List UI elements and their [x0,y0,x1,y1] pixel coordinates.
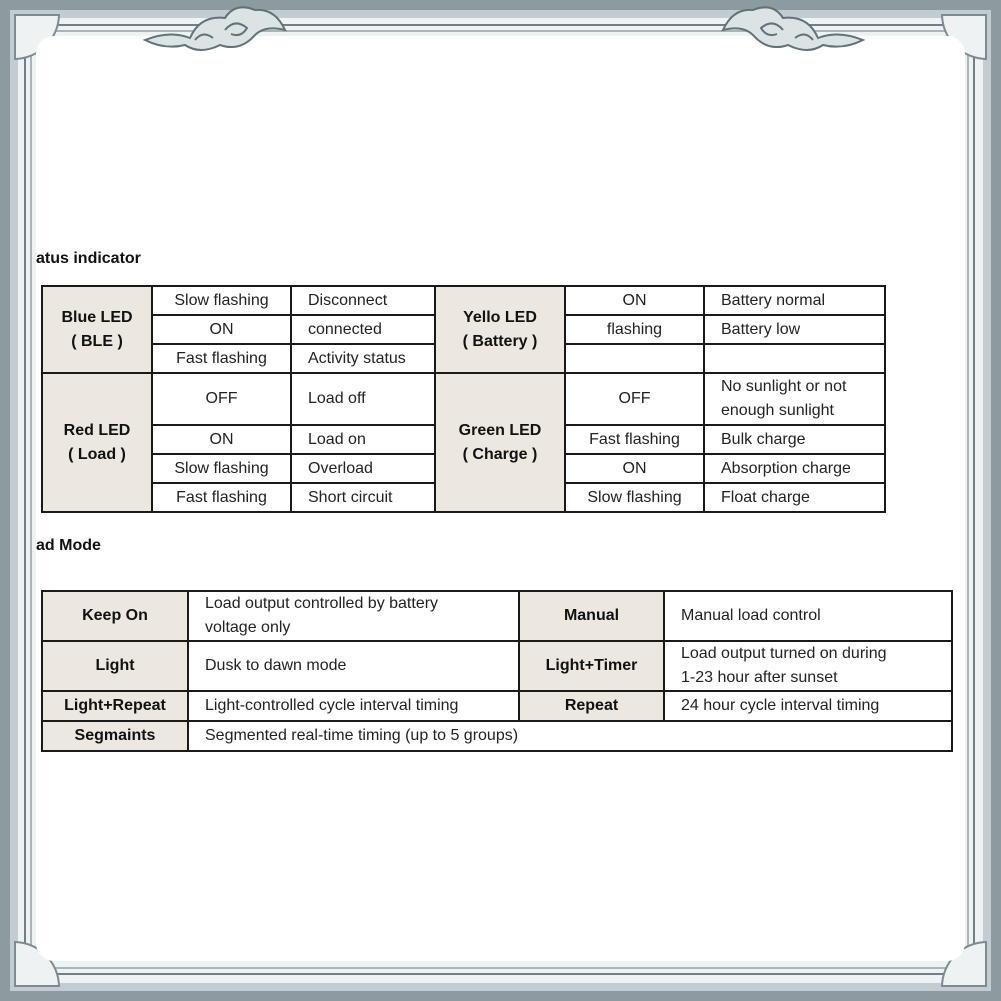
green-led-label: Green LED ( Charge ) [435,373,565,512]
load-mode-table [41,590,953,752]
mode-name: Manual [519,591,664,641]
led-meaning: Bulk charge [704,425,885,454]
led-meaning: Activity status [291,344,435,373]
led-meaning: Battery low [704,315,885,344]
mode-description: 24 hour cycle interval timing [664,691,952,721]
mode-description: Load output turned on during 1-23 hour after sunset [664,641,952,691]
table-row [42,691,952,721]
led-state: ON [152,425,291,454]
mode-description: Load output controlled by battery voltage only [188,591,519,641]
led-meaning: Disconnect [291,286,435,315]
led-meaning: No sunlight or not enough sunlight [704,373,885,425]
led-state: OFF [152,373,291,425]
led-state: Slow flashing [565,483,704,512]
table-row [42,373,885,425]
status-indicator-title: atus indicator [36,250,141,267]
mode-name: Keep On [42,591,188,641]
led-meaning: Overload [291,454,435,483]
load-mode-title: ad Mode [36,537,101,554]
led-state: ON [152,315,291,344]
led-state: Slow flashing [152,286,291,315]
mode-description: Light-controlled cycle interval timing [188,691,519,721]
led-state: Fast flashing [152,344,291,373]
red-led-label: Red LED ( Load ) [42,373,152,512]
led-state: OFF [565,373,704,425]
mode-name: Repeat [519,691,664,721]
mode-name: Light+Repeat [42,691,188,721]
led-meaning: Load on [291,425,435,454]
cloud-ornament-icon [718,0,868,60]
table-row [42,721,952,751]
mode-description: Segmented real-time timing (up to 5 groups) [188,721,952,751]
blue-led-label: Blue LED ( BLE ) [42,286,152,373]
table-row [42,641,952,691]
table-row [42,591,952,641]
led-state: flashing [565,315,704,344]
cloud-ornament-icon [140,0,290,60]
status-indicator-table [41,285,886,513]
led-state: Fast flashing [152,483,291,512]
led-state: Slow flashing [152,454,291,483]
mode-name: Light+Timer [519,641,664,691]
led-state: ON [565,286,704,315]
mode-name: Light [42,641,188,691]
led-meaning: Battery normal [704,286,885,315]
led-state [565,344,704,373]
led-meaning: connected [291,315,435,344]
led-state: ON [565,454,704,483]
led-meaning: Load off [291,373,435,425]
yellow-led-label: Yello LED ( Battery ) [435,286,565,373]
led-state: Fast flashing [565,425,704,454]
mode-description: Dusk to dawn mode [188,641,519,691]
table-row [42,286,885,315]
mode-description: Manual load control [664,591,952,641]
mode-name: Segmaints [42,721,188,751]
led-meaning: Absorption charge [704,454,885,483]
led-meaning: Float charge [704,483,885,512]
led-meaning [704,344,885,373]
led-meaning: Short circuit [291,483,435,512]
